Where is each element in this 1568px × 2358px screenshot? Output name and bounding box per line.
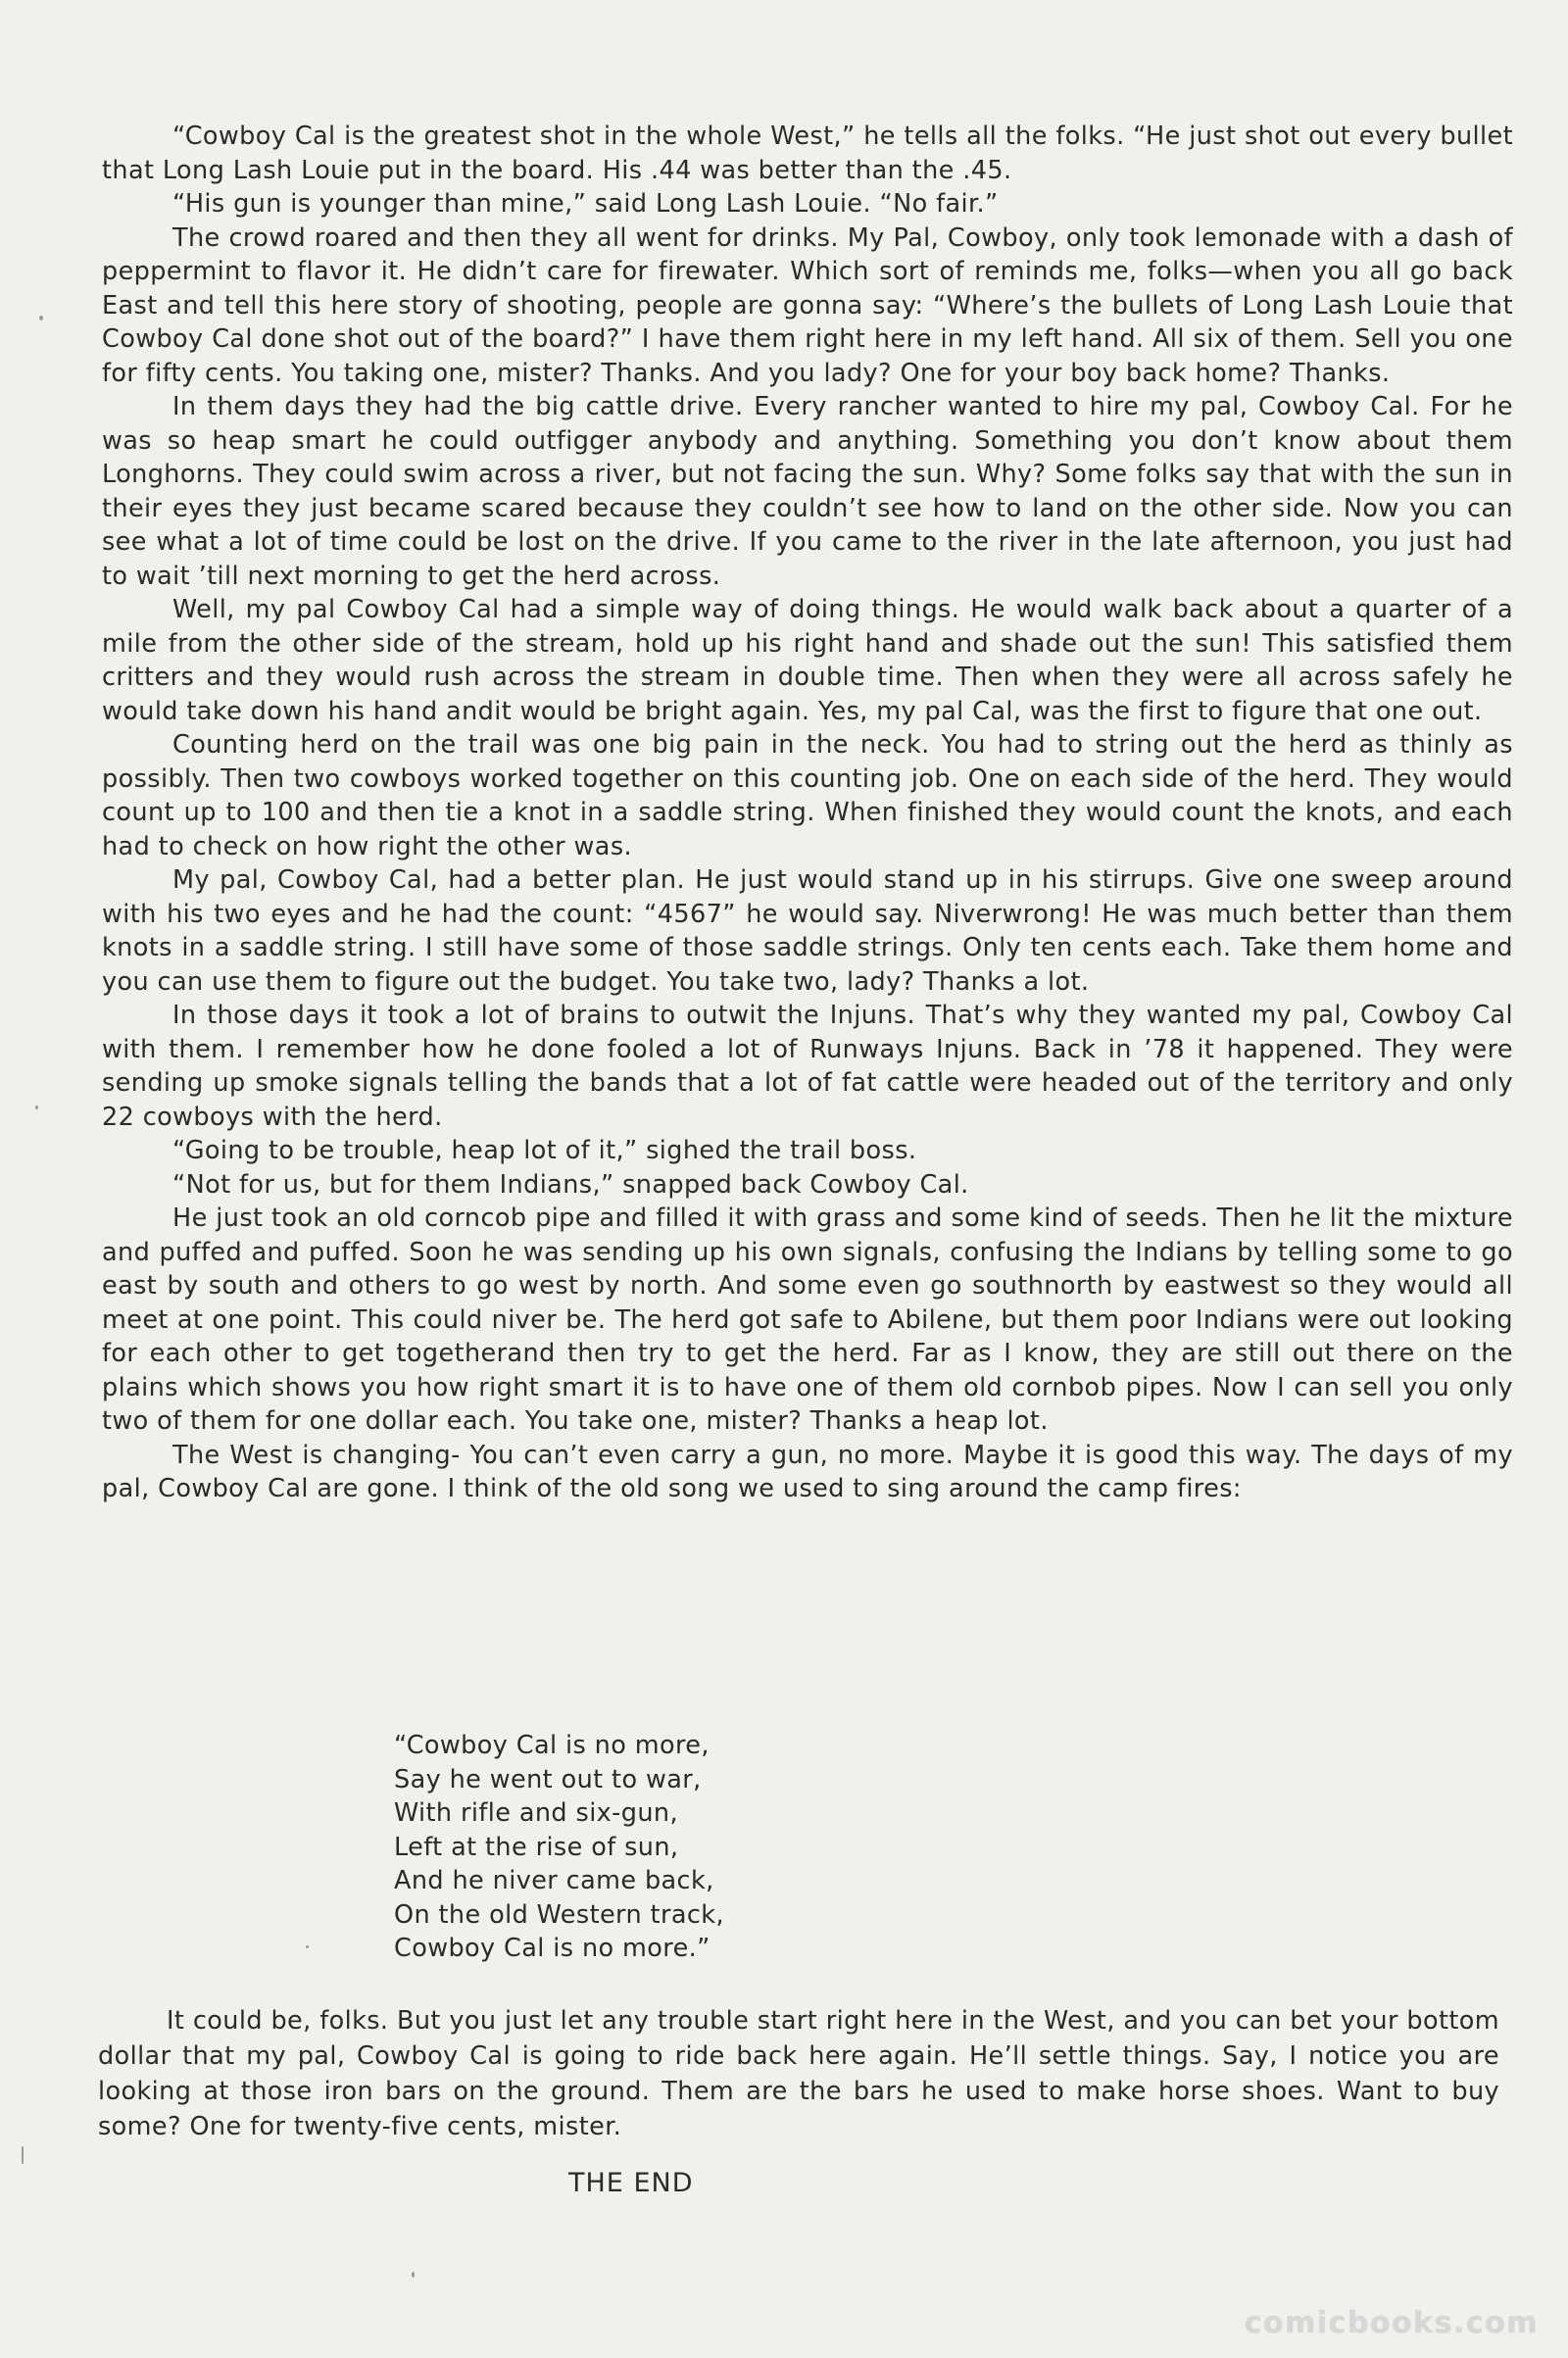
verse-line: On the old Western track, — [394, 1899, 724, 1930]
story-paragraph: The West is changing- You can’t even carry a gun, no more. Maybe it is good this way. The days of my pal, Cowboy Cal are gone. I think of the old song we used to sing around the camp fires: — [102, 1440, 1513, 1503]
the-end-label: THE END — [568, 2168, 694, 2198]
story-paragraph: The crowd roared and then they all went for drinks. My Pal, Cowboy, only took lemonade with a dash of peppermint to flavor it. He didn’t care for firewater. Which sort of reminds me, folks—when you all go back East and tell this here story of shooting, people are gonna say: “Where’s the bullets of Long Lash Louie that Cowboy Cal done shot out of the board?” I have them right here in my left hand. All six of them. Sell you one for fifty cents. You taking one, mister? Thanks. And you lady? One for your boy back home? Thanks. — [102, 222, 1513, 388]
site-watermark: comicbooks.com — [1244, 2306, 1539, 2340]
closing-paragraph-block — [98, 2003, 1499, 2144]
verse-line: Left at the rise of sun, — [394, 1832, 679, 1862]
verse-line: With rifle and six-gun, — [394, 1798, 678, 1828]
print-speck — [306, 1945, 309, 1948]
song-verse — [394, 1729, 724, 1966]
print-speck — [39, 316, 43, 320]
verse-line: And he niver came back, — [394, 1866, 714, 1895]
story-text — [102, 120, 1513, 1506]
story-paragraph: My pal, Cowboy Cal, had a better plan. He just would stand up in his stirrups. Give one sweep around with his two eyes and he had the count: “4567” he would say. Niverwrong! He was much better than them knots in a saddle string. I still have some of those saddle strings. Only ten cents each. Take them home and you can use them to figure out the budget. You take two, lady? Thanks a lot. — [102, 865, 1513, 997]
story-paragraph: Counting herd on the trail was one big pain in the neck. You had to string out the herd as thinly as possibly. Then two cowboys worked together on this counting job. One on each side of the herd. They would count up to 100 and then tie a knot in a saddle string. When finished they would count the knots, and each had to check on how right the other was. — [102, 730, 1513, 861]
story-paragraph: “Cowboy Cal is the greatest shot in the whole West,” he tells all the folks. “He just shot out every bullet that Long Lash Louie put in the board. His .44 was better than the .45. — [102, 122, 1513, 185]
story-paragraph: In those days it took a lot of brains to outwit the Injuns. That’s why they wanted my pal, Cowboy Cal with them. I remember how he done fooled a lot of Runways Injuns. Back in ’78 it happened. They were sending up smoke signals telling the bands that a lot of fat cattle were headed out of the territory and only 22 cowboys with the herd. — [102, 1001, 1513, 1132]
story-paragraph: He just took an old corncob pipe and filled it with grass and some kind of seeds. Then he lit the mixture and puffed and puffed. Soon he was sending up his own signals, confusing the Indians by telling some to go east by south and others to go west by north. And some even go southnorth by eastwest so they would all meet at one point. This could niver be. The herd got safe to Abilene, but them poor Indians were out looking for each other to get togetherand then try to get the herd. Far as I know, they are still out there on the plains which shows you how right smart it is to have one of them old cornbob pipes. Now I can sell you only two of them for one dollar each. You take one, mister? Thanks a heap lot. — [102, 1204, 1513, 1436]
verse-line: “Cowboy Cal is no more, — [394, 1731, 710, 1760]
story-paragraph: In them days they had the big cattle drive. Every rancher wanted to hire my pal, Cowboy Cal. For he was so heap smart he could outfigger anybody and anything. Something you don’t know about them Longhorns. They could swim across a river, but not facing the sun. Why? Some folks say that with the sun in their eyes they just became scared because they couldn’t see how to land on the other side. Now you can see what a lot of time could be lost on the drive. If you came to the river in the late afternoon, you just had to wait ’till next morning to get the herd across. — [102, 392, 1513, 591]
print-speck — [35, 1105, 38, 1109]
verse-line: Cowboy Cal is no more.” — [394, 1934, 710, 1963]
story-paragraph: “His gun is younger than mine,” said Long Lash Louie. “No fair.” — [172, 189, 999, 219]
story-paragraph: Well, my pal Cowboy Cal had a simple way of doing things. He would walk back about a quarter of a mile from the other side of the stream, hold up his right hand and shade out the sun! This satisfied them critters and they would rush across the stream in double time. Then when they were all across safely he would take down his hand andit would be bright again. Yes, my pal Cal, was the first to figure that one out. — [102, 595, 1513, 726]
story-paragraph: “Not for us, but for them Indians,” snapped back Cowboy Cal. — [172, 1169, 969, 1200]
print-speck — [22, 2146, 24, 2164]
closing-paragraph: It could be, folks. But you just let any trouble start right here in the West, and you can bet your bottom dollar that my pal, Cowboy Cal is going to ride back here again. He’ll settle things. Say, I notice you are looking at those iron bars on the ground. Them are the bars he used to make horse shoes. Want to buy some? One for twenty-five cents, mister. — [98, 2006, 1499, 2141]
print-speck — [412, 2272, 415, 2278]
verse-line: Say he went out to war, — [394, 1764, 702, 1794]
story-paragraph: “Going to be trouble, heap lot of it,” sighed the trail boss. — [172, 1136, 917, 1165]
